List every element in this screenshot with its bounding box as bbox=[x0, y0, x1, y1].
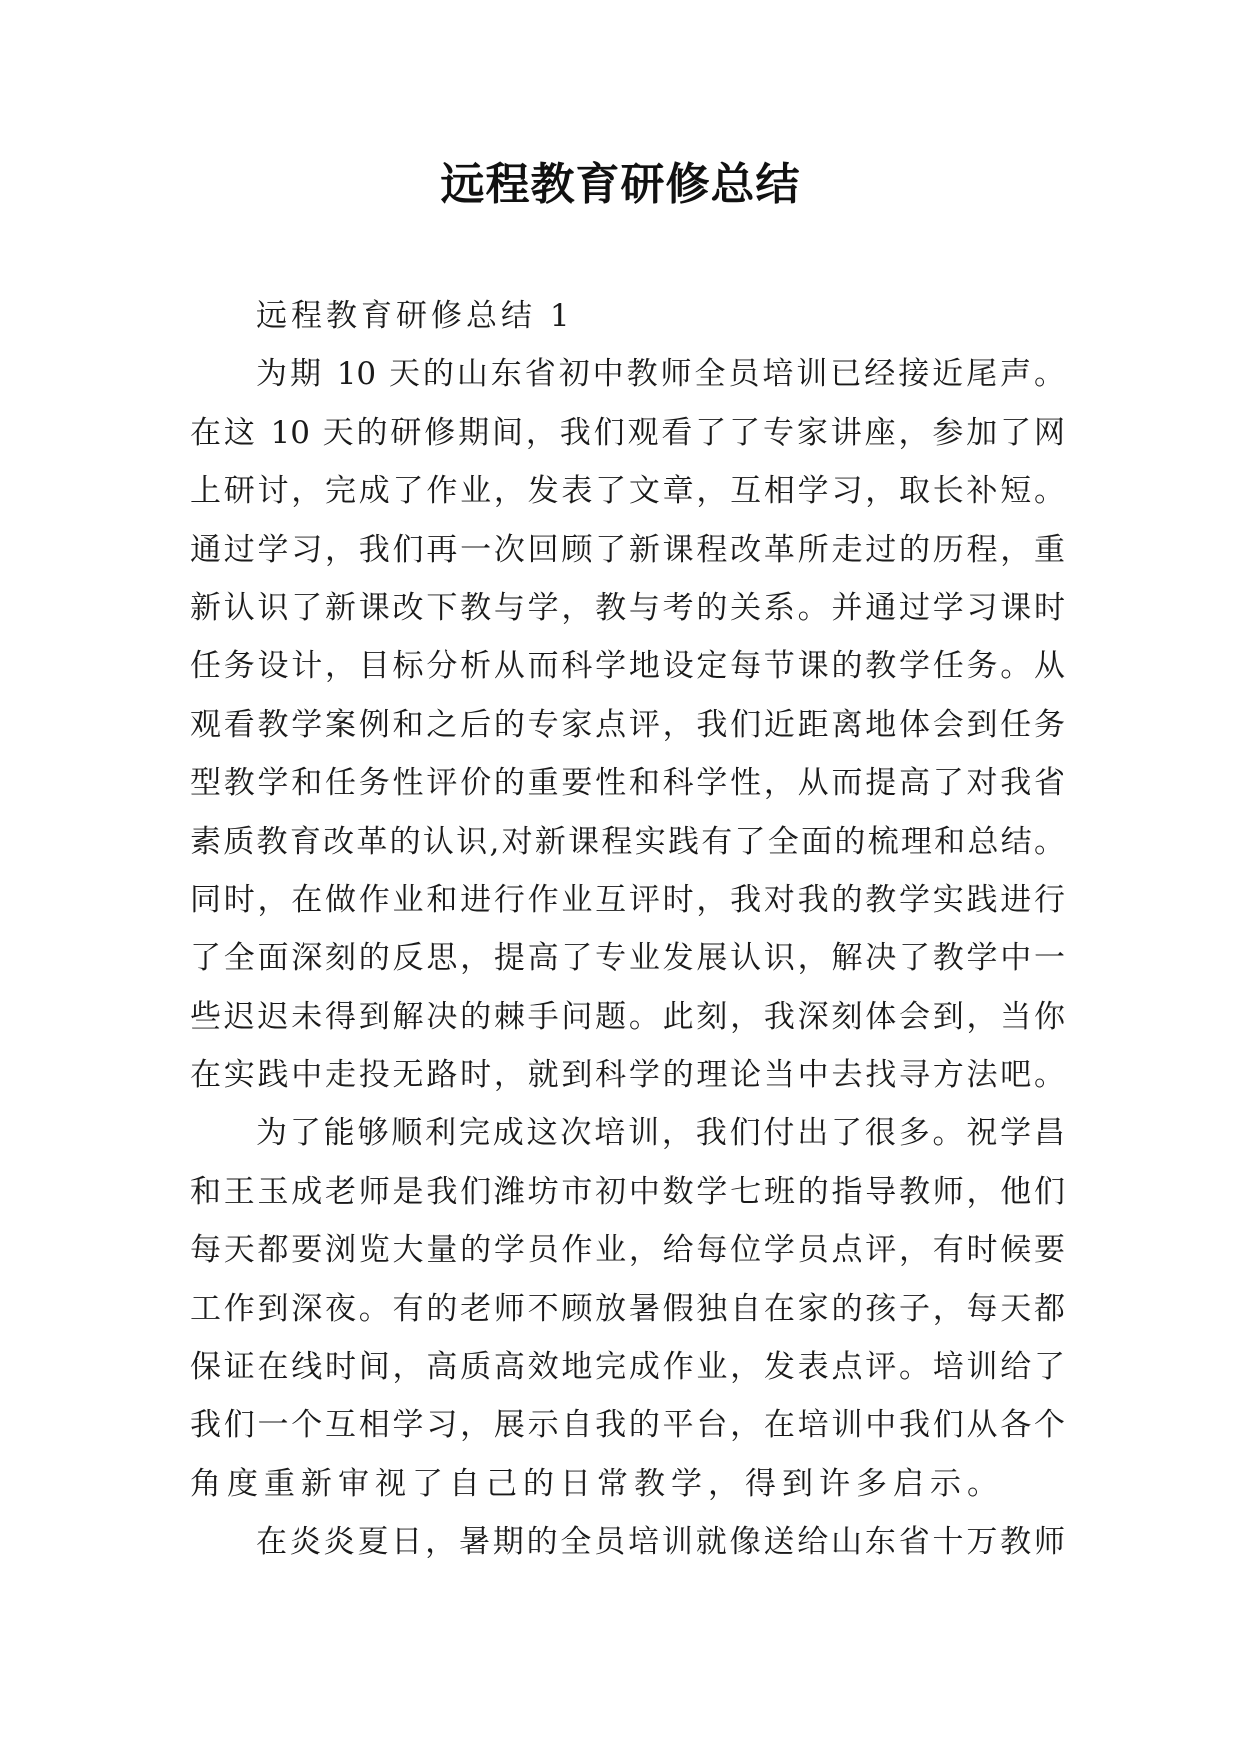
paragraph-2-line: 为了能够顺利完成这次培训，我们付出了很多。祝学昌 bbox=[256, 1115, 1065, 1152]
paragraph-1-line: 些迟迟未得到解决的棘手问题。此刻，我深刻体会到，当你 bbox=[190, 998, 1065, 1035]
paragraph-1-line: 上研讨，完成了作业，发表了文章，互相学习，取长补短。 bbox=[190, 473, 1065, 510]
paragraph-2-line: 保证在线时间，高质高效地完成作业，发表点评。培训给了 bbox=[190, 1349, 1065, 1386]
paragraph-1-line: 任务设计，目标分析从而科学地设定每节课的教学任务。从 bbox=[190, 648, 1065, 685]
section-heading: 远程教育研修总结 1 bbox=[256, 298, 574, 334]
paragraph-1-line: 素质教育改革的认识,对新课程实践有了全面的梳理和总结。 bbox=[190, 823, 1065, 860]
paragraph-1-line: 型教学和任务性评价的重要性和科学性，从而提高了对我省 bbox=[190, 765, 1065, 802]
paragraph-2-line: 我们一个互相学习，展示自我的平台，在培训中我们从各个 bbox=[190, 1407, 1065, 1444]
paragraph-1-line: 观看教学案例和之后的专家点评，我们近距离地体会到任务 bbox=[190, 706, 1065, 743]
paragraph-2-line: 角度重新审视了自己的日常教学，得到许多启示。 bbox=[190, 1465, 1004, 1502]
document-body bbox=[190, 287, 1065, 1572]
paragraph-1-line: 了全面深刻的反思，提高了专业发展认识，解决了教学中一 bbox=[190, 940, 1065, 977]
paragraph-2-line: 工作到深夜。有的老师不顾放暑假独自在家的孩子，每天都 bbox=[190, 1290, 1065, 1327]
paragraph-1-line: 新认识了新课改下教与学，教与考的关系。并通过学习课时 bbox=[190, 589, 1065, 626]
paragraph-1-line: 在实践中走投无路时，就到科学的理论当中去找寻方法吧。 bbox=[190, 1057, 1065, 1094]
paragraph-2-line: 和王玉成老师是我们潍坊市初中数学七班的指导教师，他们 bbox=[190, 1173, 1065, 1210]
paragraph-1-line: 同时，在做作业和进行作业互评时，我对我的教学实践进行 bbox=[190, 881, 1065, 918]
paragraph-2-line: 每天都要浏览大量的学员作业，给每位学员点评，有时候要 bbox=[190, 1232, 1065, 1269]
paragraph-1-line: 通过学习，我们再一次回顾了新课程改革所走过的历程，重 bbox=[190, 531, 1065, 568]
paragraph-1-line: 在这 10 天的研修期间，我们观看了了专家讲座，参加了网 bbox=[190, 414, 1065, 451]
paragraph-1-line: 为期 10 天的山东省初中教师全员培训已经接近尾声。 bbox=[256, 356, 1065, 393]
paragraph-3-line: 在炎炎夏日，暑期的全员培训就像送给山东省十万教师 bbox=[256, 1524, 1065, 1561]
document-title: 远程教育研修总结 bbox=[440, 159, 801, 210]
